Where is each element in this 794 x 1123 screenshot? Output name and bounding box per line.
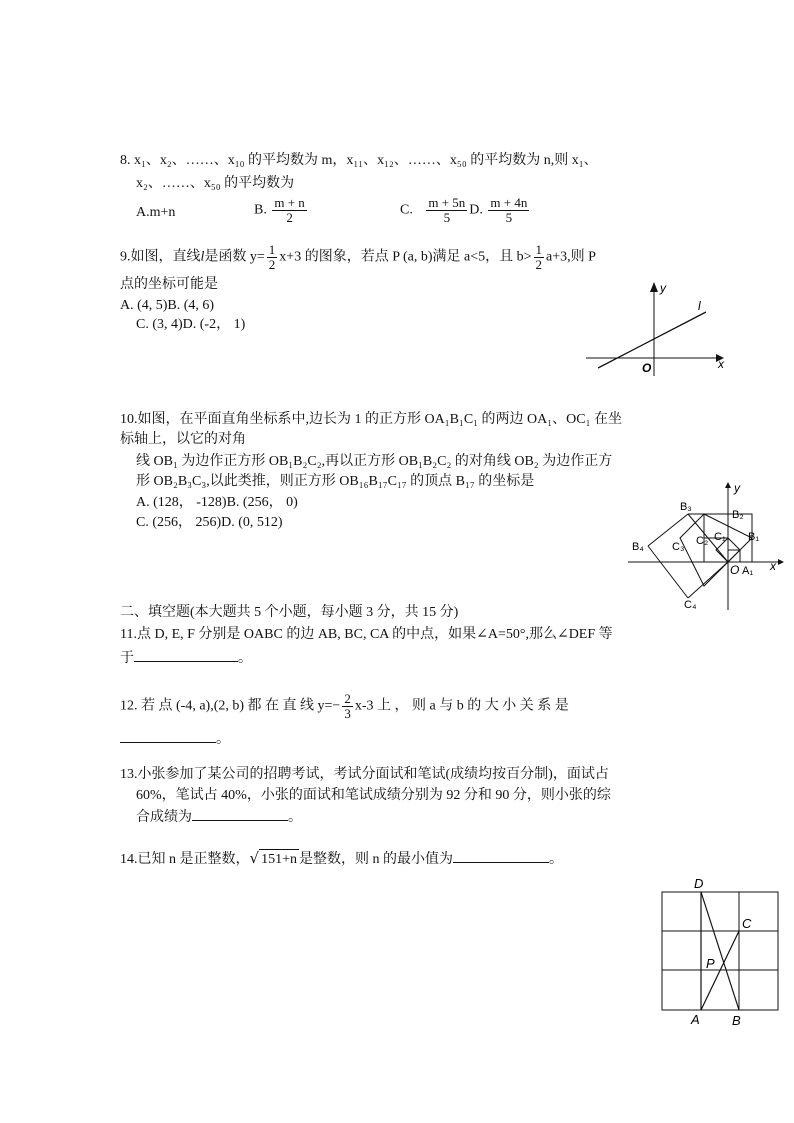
q9-line-name: l — [200, 249, 205, 265]
label-b4: B₄ — [632, 541, 644, 553]
label-c: C — [742, 916, 752, 931]
q13-suffix: 。 — [288, 810, 302, 825]
q8-option-c-label: C. — [400, 202, 413, 218]
l-label: l — [698, 299, 701, 313]
label-b1: B₁ — [748, 531, 760, 543]
q9-text-2: 是函数 y= — [204, 249, 265, 265]
q10-figure — [628, 480, 784, 614]
x-label: x — [718, 357, 724, 371]
q12-answer-blank[interactable] — [120, 728, 216, 743]
q13-line2: 60%，笔试占 40%，小张的面试和笔试成绩分别为 92 分和 90 分，则小张的综 — [136, 788, 611, 803]
q10-line4: 形 OB₂B₃C₃,以此类推，则正方形 OB₁₆B₁₇C₁₇ 的顶点 B₁₇ 的坐标是 — [136, 474, 535, 489]
x-axis-arrow-icon — [778, 559, 784, 565]
q14-line — [120, 848, 563, 870]
q12-text-1: 12. 若 点 (-4, a),(2, b) 都 在 直 线 y=− — [120, 698, 341, 714]
fraction-denominator: 2 — [268, 257, 276, 272]
q8-line1: 8. x₁、x₂、……、x₁₀ 的平均数为 m，x₁₁、x₁₂、……、x₅₀ 的平均数为 n,则 x₁、 — [120, 153, 598, 168]
label-x: x — [770, 559, 776, 573]
q8-option-c-d — [400, 196, 531, 225]
fraction-denominator: 5 — [443, 210, 451, 225]
q8-option-d-fraction — [488, 196, 529, 225]
label-c4: C₄ — [684, 599, 697, 611]
fraction-numerator: m + 4n — [490, 195, 528, 210]
q12-fraction — [342, 692, 353, 721]
q12-text-2: x-3 上 ， 则 a 与 b 的 大 小 关 系 是 — [354, 698, 569, 714]
y-label: y — [660, 281, 666, 295]
q14-text-1: 14.已知 n 是正整数， — [120, 852, 250, 867]
grid-figure — [650, 872, 786, 1028]
q13-prefix: 合成绩为 — [136, 810, 192, 825]
label-c1: C₁ — [714, 531, 726, 543]
label-b: B — [732, 1013, 741, 1028]
q13-answer-blank[interactable] — [192, 806, 288, 821]
bottom-right-edge — [688, 562, 728, 598]
fraction-numerator: 1 — [268, 242, 276, 257]
fraction-denominator: 2 — [535, 257, 543, 272]
fraction-numerator: 2 — [344, 691, 351, 706]
radical-sign-icon: √ — [249, 849, 260, 867]
fraction-numerator: m + 5n — [428, 195, 466, 210]
q9-options-ab: A. (4, 5)B. (4, 6) — [120, 298, 215, 313]
q9-line2: 点的坐标可能是 — [120, 277, 218, 292]
q10-line3: 线 OB₁ 为边作正方形 OB₁B₂C₂,再以正方形 OB₁B₂C₂ 的对角线 OB₂ 为边作正方 — [136, 454, 613, 469]
fraction-denominator: 5 — [505, 210, 513, 225]
q8-option-b-label: B. — [254, 202, 267, 218]
q8-option-b — [254, 196, 309, 225]
q11-prefix: 于 — [120, 651, 134, 666]
label-b3: B₃ — [680, 501, 692, 513]
label-a1: A₁ — [742, 565, 754, 577]
q14-suffix: 。 — [548, 852, 563, 867]
q9-text-1: 9.如图，直线 — [120, 249, 201, 265]
q12-suffix: 。 — [216, 732, 230, 747]
q10-options-cd: C. (256， 256)D. (0, 512) — [136, 515, 283, 530]
label-b2: B₂ — [732, 509, 744, 521]
label-c3: C₃ — [672, 541, 685, 553]
q11-suffix: 。 — [238, 651, 252, 666]
q9-text-3: x+3 的图象，若点 P (a, b)满足 a<5，且 b> — [279, 249, 532, 265]
q8-option-d-label: D. — [469, 202, 483, 218]
q8-option-b-fraction — [272, 196, 306, 225]
q11-answer-blank[interactable] — [134, 647, 238, 662]
line-l — [598, 312, 706, 368]
q10-line1: 10.如图，在平面直角坐标系中,边长为 1 的正方形 OA₁B₁C₁ 的两边 OA₁、OC₁ 在坐 — [120, 412, 622, 427]
q13-line3 — [136, 806, 302, 828]
y-axis-arrow-icon — [725, 482, 731, 488]
q9-figure — [580, 278, 730, 378]
segment-db — [701, 892, 739, 1010]
q11-line2 — [120, 647, 252, 669]
q14-text-2: 是整数，则 n 的最小值为 — [298, 852, 453, 867]
label-d: D — [694, 876, 704, 891]
q9-text-4: a+3,则 P — [546, 249, 596, 265]
fraction-denominator: 3 — [344, 706, 351, 721]
fraction-numerator: 1 — [535, 242, 543, 257]
q8-option-a: A.m+n — [136, 205, 176, 220]
q9-options-cd: C. (3, 4)D. (-2， 1) — [136, 317, 246, 332]
q12-line1 — [120, 692, 569, 721]
q9-fraction-2 — [534, 243, 545, 272]
q9-fraction-1 — [267, 243, 278, 272]
origin-label: O — [642, 361, 652, 375]
q8-option-c-fraction — [426, 196, 467, 225]
label-c2: C₂ — [696, 535, 709, 547]
q13-line1: 13.小张参加了某公司的招聘考试，考试分面试和笔试(成绩均按百分制)，面试占 — [120, 767, 609, 782]
y-axis-arrow-icon — [650, 282, 658, 292]
fraction-denominator: 2 — [286, 210, 293, 225]
q14-answer-blank[interactable] — [453, 848, 549, 863]
q10-line2: 标轴上，以它的对角 — [120, 432, 246, 447]
q9-line1 — [120, 243, 596, 272]
label-a: A — [691, 1012, 700, 1027]
fraction-numerator: m + n — [274, 195, 305, 210]
label-o: O — [730, 563, 740, 577]
q8-line2: x₂、……、x₅₀ 的平均数为 — [136, 176, 295, 191]
q11-line1: 11.点 D, E, F 分别是 OABC 的边 AB, BC, CA 的中点，如果∠A=50°,那么∠DEF 等 — [120, 627, 613, 642]
section2-title: 二、填空题(本大题共 5 个小题，每小题 3 分，共 15 分) — [120, 605, 459, 620]
q10-options-ab: A. (128， -128)B. (256， 0) — [136, 495, 298, 510]
q12-line2 — [120, 728, 230, 750]
bottom-left-edge — [648, 546, 688, 598]
q14-radicand: 151+n — [259, 849, 299, 870]
label-p: P — [706, 956, 715, 971]
label-y: y — [734, 481, 740, 495]
